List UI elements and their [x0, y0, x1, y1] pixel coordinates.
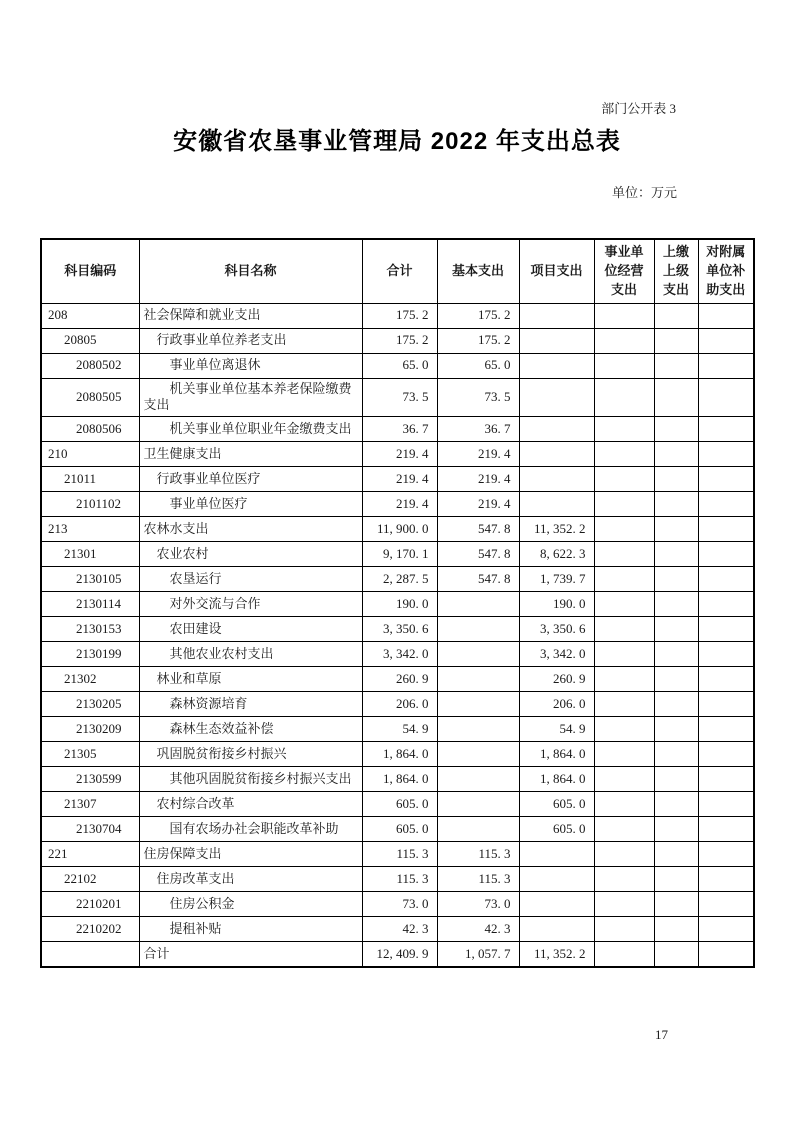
cell-subject-code: 2080502 — [41, 353, 139, 378]
cell-affiliated-subsidy — [698, 617, 754, 642]
cell-affiliated-subsidy — [698, 917, 754, 942]
cell-basic-expenditure — [437, 642, 519, 667]
cell-affiliated-subsidy — [698, 353, 754, 378]
column-header-1: 科目名称 — [139, 239, 362, 303]
cell-project-expenditure — [519, 328, 594, 353]
cell-subject-name: 国有农场办社会职能改革补助 — [139, 817, 362, 842]
cell-project-expenditure — [519, 842, 594, 867]
cell-project-expenditure — [519, 417, 594, 442]
cell-subject-code: 21301 — [41, 542, 139, 567]
cell-upper-payment — [654, 617, 698, 642]
cell-total: 115. 3 — [362, 842, 437, 867]
doc-public-table-label: 部门公开表 3 — [601, 101, 676, 116]
unit-label: 单位：万元 — [611, 185, 677, 200]
cell-project-expenditure: 11, 352. 2 — [519, 942, 594, 967]
table-row — [41, 842, 754, 867]
cell-operating-expenditure — [594, 817, 654, 842]
cell-basic-expenditure: 73. 0 — [437, 892, 519, 917]
cell-project-expenditure — [519, 917, 594, 942]
cell-basic-expenditure: 115. 3 — [437, 867, 519, 892]
table-row — [41, 353, 754, 378]
page-number: 17 — [655, 1027, 668, 1042]
cell-subject-name: 事业单位离退休 — [139, 353, 362, 378]
cell-subject-name: 事业单位医疗 — [139, 492, 362, 517]
cell-basic-expenditure — [437, 667, 519, 692]
table-row — [41, 617, 754, 642]
cell-subject-name: 机关事业单位职业年金缴费支出 — [139, 417, 362, 442]
cell-upper-payment — [654, 842, 698, 867]
cell-basic-expenditure: 73. 5 — [437, 378, 519, 417]
cell-upper-payment — [654, 792, 698, 817]
table-row — [41, 467, 754, 492]
cell-basic-expenditure — [437, 592, 519, 617]
cell-project-expenditure: 605. 0 — [519, 792, 594, 817]
table-row — [41, 592, 754, 617]
cell-project-expenditure: 1, 739. 7 — [519, 567, 594, 592]
cell-affiliated-subsidy — [698, 567, 754, 592]
cell-subject-name: 行政事业单位养老支出 — [139, 328, 362, 353]
cell-operating-expenditure — [594, 567, 654, 592]
cell-total: 54. 9 — [362, 717, 437, 742]
cell-subject-name: 农田建设 — [139, 617, 362, 642]
cell-affiliated-subsidy — [698, 378, 754, 417]
cell-upper-payment — [654, 517, 698, 542]
table-header-row — [41, 239, 754, 303]
cell-total: 3, 350. 6 — [362, 617, 437, 642]
table-row — [41, 667, 754, 692]
table-row — [41, 792, 754, 817]
table-row — [41, 442, 754, 467]
cell-affiliated-subsidy — [698, 303, 754, 328]
cell-operating-expenditure — [594, 467, 654, 492]
cell-affiliated-subsidy — [698, 892, 754, 917]
cell-operating-expenditure — [594, 717, 654, 742]
column-header-7: 对附属单位补助支出 — [698, 239, 754, 303]
cell-basic-expenditure — [437, 792, 519, 817]
cell-subject-name: 农林水支出 — [139, 517, 362, 542]
cell-basic-expenditure: 219. 4 — [437, 467, 519, 492]
cell-basic-expenditure: 65. 0 — [437, 353, 519, 378]
cell-subject-name: 其他巩固脱贫衔接乡村振兴支出 — [139, 767, 362, 792]
cell-operating-expenditure — [594, 742, 654, 767]
table-row — [41, 492, 754, 517]
table-row — [41, 692, 754, 717]
cell-operating-expenditure — [594, 328, 654, 353]
cell-affiliated-subsidy — [698, 942, 754, 967]
table-row — [41, 642, 754, 667]
table-row — [41, 717, 754, 742]
cell-upper-payment — [654, 592, 698, 617]
cell-total: 605. 0 — [362, 817, 437, 842]
cell-upper-payment — [654, 353, 698, 378]
cell-upper-payment — [654, 328, 698, 353]
cell-affiliated-subsidy — [698, 717, 754, 742]
cell-basic-expenditure — [437, 617, 519, 642]
cell-project-expenditure: 206. 0 — [519, 692, 594, 717]
cell-affiliated-subsidy — [698, 328, 754, 353]
cell-subject-code: 21307 — [41, 792, 139, 817]
cell-upper-payment — [654, 867, 698, 892]
cell-operating-expenditure — [594, 917, 654, 942]
cell-subject-code: 21302 — [41, 667, 139, 692]
cell-affiliated-subsidy — [698, 692, 754, 717]
cell-basic-expenditure — [437, 717, 519, 742]
cell-subject-name: 农村综合改革 — [139, 792, 362, 817]
table-row — [41, 867, 754, 892]
cell-upper-payment — [654, 567, 698, 592]
cell-total: 175. 2 — [362, 303, 437, 328]
cell-subject-code: 2130205 — [41, 692, 139, 717]
cell-upper-payment — [654, 692, 698, 717]
table-row — [41, 917, 754, 942]
cell-subject-code: 2130105 — [41, 567, 139, 592]
cell-operating-expenditure — [594, 617, 654, 642]
cell-operating-expenditure — [594, 892, 654, 917]
cell-operating-expenditure — [594, 417, 654, 442]
cell-project-expenditure: 8, 622. 3 — [519, 542, 594, 567]
cell-operating-expenditure — [594, 517, 654, 542]
cell-upper-payment — [654, 442, 698, 467]
cell-subject-name: 住房保障支出 — [139, 842, 362, 867]
table-row — [41, 417, 754, 442]
cell-upper-payment — [654, 467, 698, 492]
cell-operating-expenditure — [594, 442, 654, 467]
cell-basic-expenditure — [437, 742, 519, 767]
cell-affiliated-subsidy — [698, 842, 754, 867]
cell-total: 73. 0 — [362, 892, 437, 917]
cell-total: 206. 0 — [362, 692, 437, 717]
cell-upper-payment — [654, 667, 698, 692]
cell-basic-expenditure — [437, 767, 519, 792]
cell-total: 219. 4 — [362, 467, 437, 492]
cell-total: 3, 342. 0 — [362, 642, 437, 667]
cell-operating-expenditure — [594, 792, 654, 817]
cell-subject-code: 2130599 — [41, 767, 139, 792]
cell-operating-expenditure — [594, 492, 654, 517]
cell-subject-name: 卫生健康支出 — [139, 442, 362, 467]
cell-upper-payment — [654, 542, 698, 567]
cell-affiliated-subsidy — [698, 417, 754, 442]
cell-total: 115. 3 — [362, 867, 437, 892]
cell-project-expenditure — [519, 867, 594, 892]
cell-basic-expenditure: 219. 4 — [437, 442, 519, 467]
cell-operating-expenditure — [594, 767, 654, 792]
cell-affiliated-subsidy — [698, 867, 754, 892]
cell-subject-code: 22102 — [41, 867, 139, 892]
table-row — [41, 767, 754, 792]
cell-subject-name: 合计 — [139, 942, 362, 967]
cell-total: 219. 4 — [362, 442, 437, 467]
cell-total: 219. 4 — [362, 492, 437, 517]
cell-subject-name: 住房改革支出 — [139, 867, 362, 892]
cell-operating-expenditure — [594, 378, 654, 417]
expenditure-summary-table — [40, 238, 755, 968]
cell-upper-payment — [654, 417, 698, 442]
cell-upper-payment — [654, 767, 698, 792]
cell-subject-code: 2130209 — [41, 717, 139, 742]
cell-upper-payment — [654, 917, 698, 942]
table-row — [41, 542, 754, 567]
cell-total: 42. 3 — [362, 917, 437, 942]
cell-subject-name: 住房公积金 — [139, 892, 362, 917]
cell-total: 2, 287. 5 — [362, 567, 437, 592]
table-row — [41, 892, 754, 917]
cell-basic-expenditure: 42. 3 — [437, 917, 519, 942]
cell-operating-expenditure — [594, 692, 654, 717]
cell-operating-expenditure — [594, 842, 654, 867]
cell-affiliated-subsidy — [698, 667, 754, 692]
cell-project-expenditure: 1, 864. 0 — [519, 767, 594, 792]
column-header-5: 事业单位经营支出 — [594, 239, 654, 303]
cell-affiliated-subsidy — [698, 817, 754, 842]
cell-project-expenditure — [519, 467, 594, 492]
cell-subject-code: 2080506 — [41, 417, 139, 442]
cell-basic-expenditure — [437, 692, 519, 717]
cell-affiliated-subsidy — [698, 592, 754, 617]
table-row — [41, 942, 754, 967]
cell-subject-name: 提租补贴 — [139, 917, 362, 942]
table-row — [41, 817, 754, 842]
cell-subject-name: 社会保障和就业支出 — [139, 303, 362, 328]
cell-subject-name: 行政事业单位医疗 — [139, 467, 362, 492]
cell-basic-expenditure: 175. 2 — [437, 328, 519, 353]
cell-affiliated-subsidy — [698, 792, 754, 817]
cell-basic-expenditure: 36. 7 — [437, 417, 519, 442]
cell-upper-payment — [654, 642, 698, 667]
table-row — [41, 303, 754, 328]
page-title: 安徽省农垦事业管理局 2022 年支出总表 — [173, 128, 621, 155]
cell-basic-expenditure: 1, 057. 7 — [437, 942, 519, 967]
cell-subject-name: 其他农业农村支出 — [139, 642, 362, 667]
cell-subject-code: 2101102 — [41, 492, 139, 517]
cell-upper-payment — [654, 817, 698, 842]
cell-affiliated-subsidy — [698, 492, 754, 517]
table-row — [41, 378, 754, 417]
cell-upper-payment — [654, 303, 698, 328]
cell-total: 73. 5 — [362, 378, 437, 417]
cell-subject-code: 2210201 — [41, 892, 139, 917]
cell-total: 190. 0 — [362, 592, 437, 617]
cell-project-expenditure: 260. 9 — [519, 667, 594, 692]
cell-subject-name: 对外交流与合作 — [139, 592, 362, 617]
cell-subject-name: 林业和草原 — [139, 667, 362, 692]
column-header-6: 上缴上级支出 — [654, 239, 698, 303]
cell-subject-code: 210 — [41, 442, 139, 467]
cell-project-expenditure — [519, 892, 594, 917]
cell-basic-expenditure: 175. 2 — [437, 303, 519, 328]
cell-subject-code: 2130199 — [41, 642, 139, 667]
cell-subject-code: 2080505 — [41, 378, 139, 417]
table-row — [41, 742, 754, 767]
cell-affiliated-subsidy — [698, 467, 754, 492]
cell-subject-name: 农业农村 — [139, 542, 362, 567]
cell-upper-payment — [654, 942, 698, 967]
cell-upper-payment — [654, 742, 698, 767]
cell-operating-expenditure — [594, 353, 654, 378]
cell-upper-payment — [654, 378, 698, 417]
cell-total: 1, 864. 0 — [362, 742, 437, 767]
cell-subject-name: 森林资源培育 — [139, 692, 362, 717]
cell-upper-payment — [654, 492, 698, 517]
cell-project-expenditure: 11, 352. 2 — [519, 517, 594, 542]
cell-subject-name: 森林生态效益补偿 — [139, 717, 362, 742]
cell-basic-expenditure: 547. 8 — [437, 542, 519, 567]
column-header-4: 项目支出 — [519, 239, 594, 303]
cell-affiliated-subsidy — [698, 542, 754, 567]
cell-operating-expenditure — [594, 542, 654, 567]
cell-project-expenditure — [519, 492, 594, 517]
cell-total: 12, 409. 9 — [362, 942, 437, 967]
cell-upper-payment — [654, 892, 698, 917]
cell-project-expenditure: 605. 0 — [519, 817, 594, 842]
cell-subject-code: 221 — [41, 842, 139, 867]
cell-upper-payment — [654, 717, 698, 742]
cell-project-expenditure — [519, 442, 594, 467]
cell-subject-name: 农垦运行 — [139, 567, 362, 592]
table-row — [41, 517, 754, 542]
cell-subject-name: 机关事业单位基本养老保险缴费支出 — [139, 378, 362, 417]
cell-total: 36. 7 — [362, 417, 437, 442]
cell-total: 1, 864. 0 — [362, 767, 437, 792]
cell-operating-expenditure — [594, 303, 654, 328]
cell-project-expenditure: 190. 0 — [519, 592, 594, 617]
cell-project-expenditure: 3, 350. 6 — [519, 617, 594, 642]
cell-total: 65. 0 — [362, 353, 437, 378]
cell-subject-code: 213 — [41, 517, 139, 542]
cell-total: 11, 900. 0 — [362, 517, 437, 542]
cell-total: 260. 9 — [362, 667, 437, 692]
cell-total: 605. 0 — [362, 792, 437, 817]
cell-affiliated-subsidy — [698, 442, 754, 467]
cell-subject-code: 21011 — [41, 467, 139, 492]
cell-subject-code: 2130704 — [41, 817, 139, 842]
cell-basic-expenditure: 115. 3 — [437, 842, 519, 867]
cell-affiliated-subsidy — [698, 767, 754, 792]
cell-subject-code — [41, 942, 139, 967]
cell-basic-expenditure: 547. 8 — [437, 517, 519, 542]
cell-project-expenditure: 54. 9 — [519, 717, 594, 742]
cell-subject-code: 208 — [41, 303, 139, 328]
cell-basic-expenditure — [437, 817, 519, 842]
cell-operating-expenditure — [594, 867, 654, 892]
cell-subject-name: 巩固脱贫衔接乡村振兴 — [139, 742, 362, 767]
cell-basic-expenditure: 547. 8 — [437, 567, 519, 592]
cell-subject-code: 2130114 — [41, 592, 139, 617]
cell-basic-expenditure: 219. 4 — [437, 492, 519, 517]
cell-operating-expenditure — [594, 667, 654, 692]
cell-operating-expenditure — [594, 942, 654, 967]
cell-total: 175. 2 — [362, 328, 437, 353]
cell-subject-code: 21305 — [41, 742, 139, 767]
cell-affiliated-subsidy — [698, 517, 754, 542]
cell-total: 9, 170. 1 — [362, 542, 437, 567]
cell-subject-code: 2130153 — [41, 617, 139, 642]
cell-project-expenditure: 3, 342. 0 — [519, 642, 594, 667]
cell-operating-expenditure — [594, 592, 654, 617]
column-header-2: 合计 — [362, 239, 437, 303]
cell-affiliated-subsidy — [698, 742, 754, 767]
cell-project-expenditure — [519, 353, 594, 378]
cell-affiliated-subsidy — [698, 642, 754, 667]
cell-subject-code: 20805 — [41, 328, 139, 353]
column-header-3: 基本支出 — [437, 239, 519, 303]
cell-project-expenditure — [519, 378, 594, 417]
table-row — [41, 328, 754, 353]
cell-project-expenditure: 1, 864. 0 — [519, 742, 594, 767]
cell-subject-code: 2210202 — [41, 917, 139, 942]
cell-project-expenditure — [519, 303, 594, 328]
column-header-0: 科目编码 — [41, 239, 139, 303]
cell-operating-expenditure — [594, 642, 654, 667]
table-row — [41, 567, 754, 592]
